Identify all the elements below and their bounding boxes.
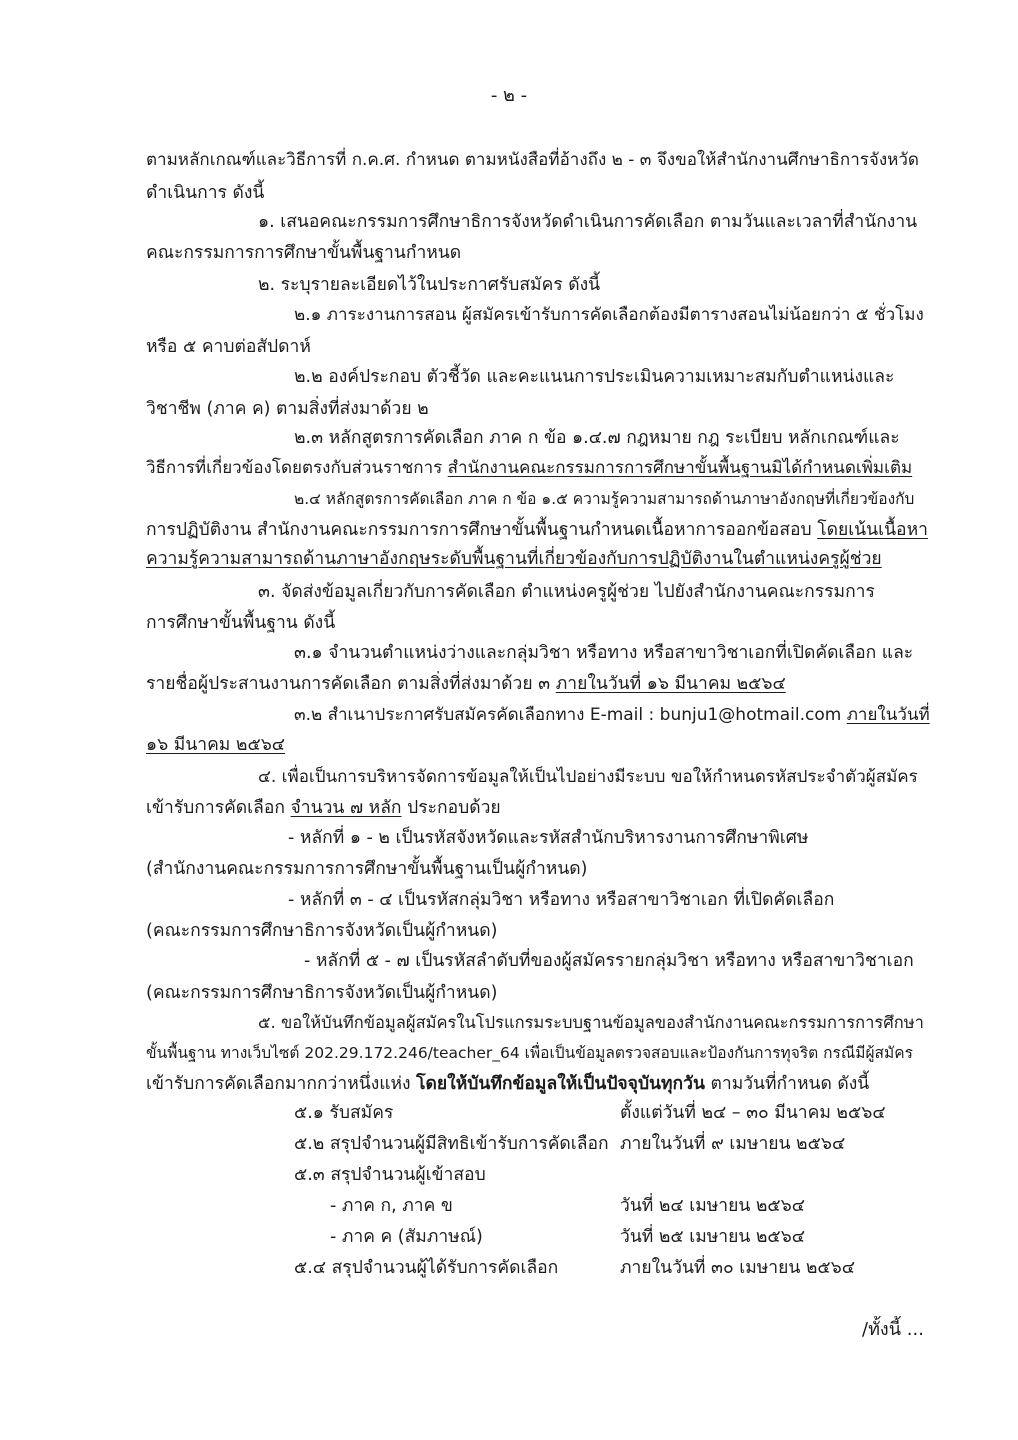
intro-line-2: ดำเนินการ ดังนี้ <box>146 183 265 203</box>
item2-4-underlined: โดยเน้นเนื้อหา <box>817 520 928 540</box>
item5-text-c: ตามวันที่กำหนด ดังนี้ <box>704 1074 870 1094</box>
schedule-date-2: ภายในวันที่ ๙ เมษายน ๒๕๖๔ <box>620 1134 846 1154</box>
item3-line-1: ๓. จัดส่งข้อมูลเกี่ยวกับการคัดเลือก ตำแหน่งครูผู้ช่วย ไปยังสำนักงานคณะกรรมการ <box>258 582 875 602</box>
schedule-label-3: ๕.๓ สรุปจำนวนผู้เข้าสอบ <box>294 1165 486 1185</box>
item5-line-1: ๕. ขอให้บันทึกข้อมูลผู้สมัครในโปรแกรมระบบฐานข้อมูลของสำนักงานคณะกรรมการการศึกษา <box>258 1013 924 1032</box>
item3-2-text: ๓.๒ สำเนาประกาศรับสมัครคัดเลือกทาง E-mail : bunju1@hotmail.com <box>294 705 847 725</box>
schedule-label-1: ๕.๑ รับสมัคร <box>294 1103 394 1123</box>
item2-4-text: การปฏิบัติงาน สำนักงานคณะกรรมการการศึกษาขั้นพื้นฐานกำหนดเนื้อหาการออกข้อสอบ <box>146 520 818 540</box>
item4-digit1-line-2: (สำนักงานคณะกรรมการการศึกษาขั้นพื้นฐานเป็นผู้กำหนด) <box>146 859 588 879</box>
item1-line-2: คณะกรรมการการศึกษาขั้นพื้นฐานกำหนด <box>146 243 462 263</box>
item2-3-line-1: ๒.๓ หลักสูตรการคัดเลือก ภาค ก ข้อ ๑.๔.๗ กฎหมาย กฎ ระเบียบ หลักเกณฑ์และ <box>294 428 900 448</box>
schedule-label-2: ๕.๒ สรุปจำนวนผู้มีสิทธิเข้ารับการคัดเลือก <box>294 1134 609 1154</box>
item2-1-line-1: ๒.๑ ภาระงานการสอน ผู้สมัครเข้ารับการคัดเลือกต้องมีตารางสอนไม่น้อยกว่า ๕ ชั่วโมง <box>294 305 924 325</box>
item3-2-deadline-start: ภายในวันที่ <box>846 705 930 725</box>
item3-1-text: รายชื่อผู้ประสานงานการคัดเลือก ตามสิ่งที่ส่งมาด้วย ๓ <box>146 674 556 694</box>
schedule-label-4: - ภาค ก, ภาค ข <box>330 1196 453 1216</box>
item4-text-c: ประกอบด้วย <box>401 798 501 818</box>
item2-heading: ๒. ระบุรายละเอียดไว้ในประกาศรับสมัคร ดังนี้ <box>258 275 601 295</box>
item5-line-2: ขั้นพื้นฐาน ทางเว็บไซต์ 202.29.172.246/teacher_64 เพื่อเป็นข้อมูลตรวจสอบและป้องกันการทุจริต กรณีมีผู้สมัคร <box>146 1044 913 1062</box>
item4-digit-count: จำนวน ๗ หลัก <box>290 798 402 818</box>
schedule-label-6: ๕.๔ สรุปจำนวนผู้ได้รับการคัดเลือก <box>294 1258 559 1278</box>
item2-4-line-2 <box>146 518 928 542</box>
schedule-date-1: ตั้งแต่วันที่ ๒๔ – ๓๐ มีนาคม ๒๕๖๔ <box>620 1103 886 1123</box>
item3-1-line-1: ๓.๑ จำนวนตำแหน่งว่างและกลุ่มวิชา หรือทาง หรือสาขาวิชาเอกที่เปิดคัดเลือก และ <box>294 643 914 663</box>
item3-2-line-2: ๑๖ มีนาคม ๒๕๖๔ <box>146 735 286 755</box>
item1-line-1: ๑. เสนอคณะกรรมการศึกษาธิการจังหวัดดำเนินการคัดเลือก ตามวันและเวลาที่สำนักงาน <box>258 212 918 232</box>
schedule-date-5: วันที่ ๒๕ เมษายน ๒๕๖๔ <box>620 1227 806 1247</box>
page-number: - ๒ - <box>490 85 528 106</box>
item2-1-line-2: หรือ ๕ คาบต่อสัปดาห์ <box>146 337 311 357</box>
item4-line-2 <box>146 796 501 820</box>
schedule-date-4: วันที่ ๒๔ เมษายน ๒๕๖๔ <box>620 1196 806 1216</box>
item2-2-line-1: ๒.๒ องค์ประกอบ ตัวชี้วัด และคะแนนการประเมินความเหมาะสมกับตำแหน่งและ <box>294 367 895 387</box>
item4-digit2-line-2: (คณะกรรมการศึกษาธิการจังหวัดเป็นผู้กำหนด) <box>146 921 498 941</box>
item5-text-a: เข้ารับการคัดเลือกมากกว่าหนึ่งแห่ง <box>146 1074 417 1094</box>
item5-bold: โดยให้บันทึกข้อมูลให้เป็นปัจจุบันทุกวัน <box>416 1074 705 1094</box>
schedule-date-6: ภายในวันที่ ๓๐ เมษายน ๒๕๖๔ <box>620 1258 856 1278</box>
item5-line-3 <box>146 1072 869 1096</box>
item4-digit1-line-1: - หลักที่ ๑ - ๒ เป็นรหัสจังหวัดและรหัสสำนักบริหารงานการศึกษาพิเศษ <box>288 828 809 848</box>
item3-1-line-2 <box>146 672 786 696</box>
schedule-label-5: - ภาค ค (สัมภาษณ์) <box>330 1227 483 1247</box>
intro-line-1: ตามหลักเกณฑ์และวิธีการที่ ก.ค.ศ. กำหนด ตามหนังสือที่อ้างถึง ๒ - ๓ จึงขอให้สำนักงานศึกษาธิการจังหวัด <box>146 150 919 170</box>
item4-digit2-line-1: - หลักที่ ๓ - ๔ เป็นรหัสกลุ่มวิชา หรือทาง หรือสาขาวิชาเอก ที่เปิดคัดเลือก <box>288 890 835 910</box>
item2-2-line-2: วิชาชีพ (ภาค ค) ตามสิ่งที่ส่งมาด้วย ๒ <box>146 399 429 419</box>
item3-1-deadline: ภายในวันที่ ๑๖ มีนาคม ๒๕๖๔ <box>555 674 786 694</box>
item4-digit3-line-1: - หลักที่ ๕ - ๗ เป็นรหัสลำดับที่ของผู้สมัครรายกลุ่มวิชา หรือทาง หรือสาขาวิชาเอก <box>304 951 914 971</box>
item4-line-1: ๔. เพื่อเป็นการบริหารจัดการข้อมูลให้เป็นไปอย่างมีระบบ ขอให้กำหนดรหัสประจำตัวผู้สมัคร <box>258 767 918 787</box>
item3-line-2: การศึกษาขั้นพื้นฐาน ดังนี้ <box>146 613 336 633</box>
item4-text-a: เข้ารับการคัดเลือก <box>146 798 291 818</box>
item2-4-line-3: ความรู้ความสามารถด้านภาษาอังกฤษระดับพื้นฐานที่เกี่ยวข้องกับการปฏิบัติงานในตำแหน่งครูผู้ช่วย <box>146 549 882 569</box>
continuation-mark: /ทั้งนี้ ... <box>862 1319 924 1340</box>
item3-2-line-1 <box>294 703 930 727</box>
item2-3-line-2 <box>146 456 912 480</box>
item2-4-line-1: ๒.๔ หลักสูตรการคัดเลือก ภาค ก ข้อ ๑.๕ ความรู้ความสามารถด้านภาษาอังกฤษที่เกี่ยวข้องกับ <box>294 490 915 508</box>
item4-digit3-line-2: (คณะกรรมการศึกษาธิการจังหวัดเป็นผู้กำหนด) <box>146 983 498 1003</box>
item2-3-underlined: สำนักงานคณะกรรมการการศึกษาขั้นพื้นฐานมิได้กำหนดเพิ่มเติม <box>447 458 913 478</box>
item2-3-text: วิธีการที่เกี่ยวข้องโดยตรงกับส่วนราชการ <box>146 458 448 478</box>
